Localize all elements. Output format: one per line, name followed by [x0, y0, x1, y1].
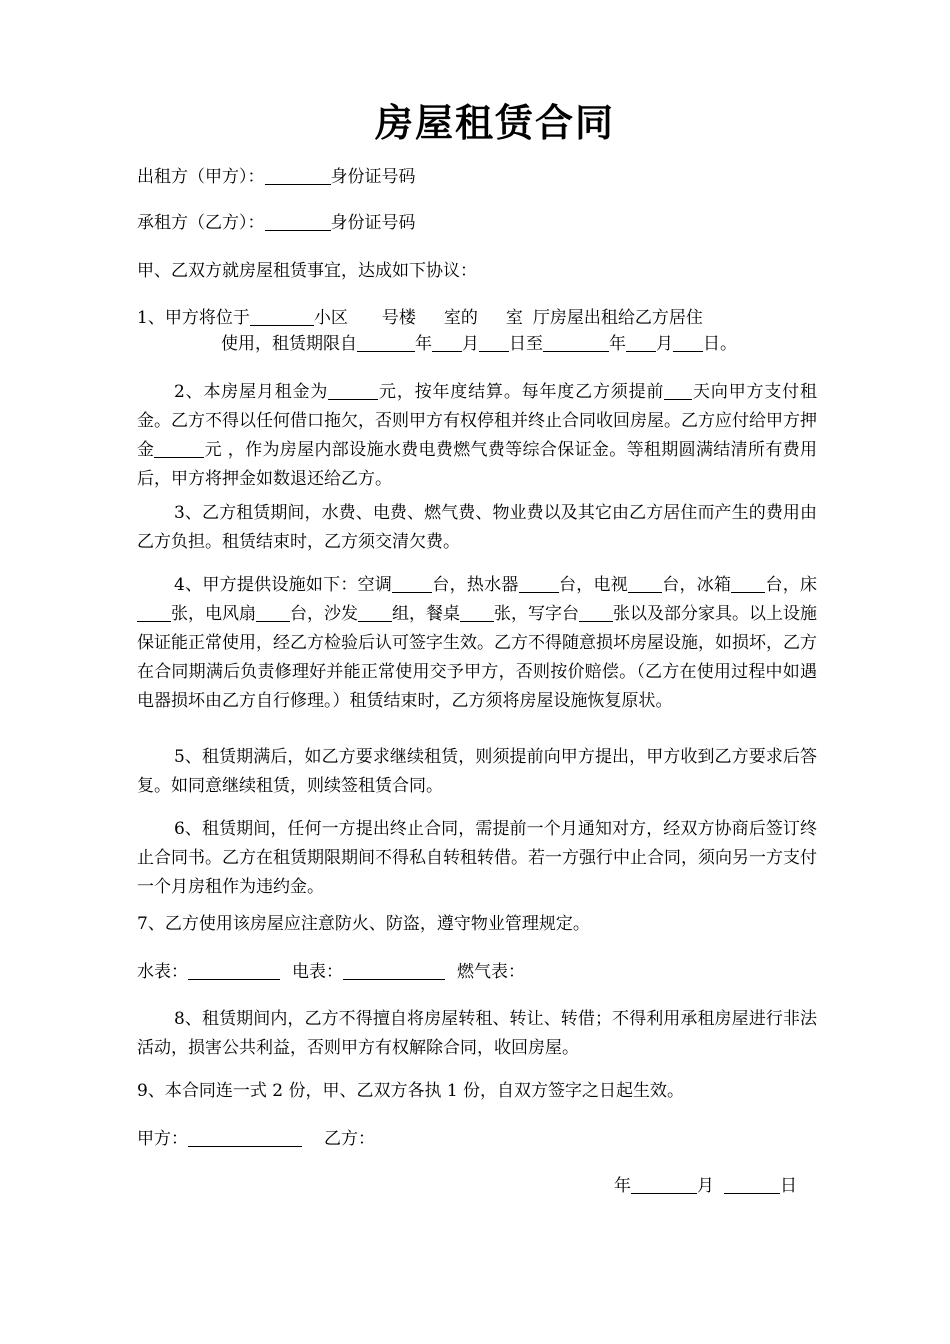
clause-2-text-c: 天向甲方支付租金。乙方不得以任何借口拖欠，否则甲方有权停租并终止合同收回房屋。乙方应付给甲方押金: [137, 382, 817, 460]
tenant-line: [137, 209, 817, 238]
clause-2: [137, 378, 817, 494]
landlord-label: 出租方（甲方）：: [137, 167, 265, 187]
clause-1-blank: [626, 333, 656, 352]
clause-2-blank: [154, 439, 204, 458]
clause-7: 7、乙方使用该房屋应注意防火、防盗，遵守物业管理规定。: [137, 914, 590, 934]
clause-4-blank: [460, 603, 494, 622]
date-day-label: 日: [780, 1176, 797, 1196]
clause-4-blank: [628, 574, 662, 593]
clause-1-blank: [250, 307, 314, 326]
date-day-blank: [724, 1175, 780, 1194]
clause-1-text-h: 年: [415, 334, 432, 354]
water-meter-label: 水表：: [137, 962, 188, 982]
electric-meter-blank: [343, 961, 445, 980]
gas-meter-label: 燃气表：: [457, 962, 525, 982]
clause-4-text-g: 台，沙发: [290, 604, 358, 624]
clause-1-blank: [479, 333, 509, 352]
clause-1-blank: [543, 333, 609, 352]
clause-1-text-d: 室的: [443, 308, 478, 328]
clause-2-text-b: 元，按年度结算。每年度乙方须提前: [378, 382, 665, 402]
electric-meter-label: 电表：: [292, 962, 343, 982]
party-b-label: 乙方：: [324, 1129, 375, 1149]
clause-1-line-2: [221, 330, 901, 359]
meters-line: [137, 958, 817, 987]
signature-line: [137, 1125, 817, 1154]
clause-4-text-f: 张，电风扇: [171, 604, 256, 624]
clause-4-text-c: 台，电视: [558, 575, 628, 595]
clause-6: 6、租赁期间，任何一方提出终止合同，需提前一个月通知对方，经双方协商后签订终止合同书。乙方在租赁期限期间不得私自转租转借。若一方强行中止合同，须向另一方支付一个月房租作为违约金。: [137, 819, 817, 897]
clause-1-text-b: 小区: [313, 308, 348, 328]
clause-4-text-a: 4、甲方提供设施如下：空调: [174, 575, 393, 595]
clause-4-text-d: 台，冰箱: [661, 575, 732, 595]
clause-4-blank: [358, 603, 392, 622]
date-month-label: 月: [697, 1176, 714, 1196]
document-title: 房屋租赁合同: [374, 100, 615, 145]
clause-4-blank: [731, 574, 765, 593]
clause-3: 3、乙方租赁期间，水费、电费、燃气费、物业费以及其它由乙方居住而产生的费用由乙方负担。租赁结束时，乙方须交清欠费。: [137, 503, 817, 552]
clause-4-text-h: 组，餐桌: [392, 604, 460, 624]
landlord-id-label: 身份证号码: [330, 167, 416, 187]
clause-1-text-a: 1、甲方将位于: [137, 308, 250, 328]
clause-9: 9、本合同连一式 2 份，甲、乙双方各执 1 份，自双方签字之日起生效。: [137, 1081, 685, 1101]
date-line: [614, 1172, 814, 1201]
date-year-label: 年: [614, 1176, 631, 1196]
tenant-label: 承租方（乙方）：: [137, 213, 265, 233]
intro-line: 甲、乙双方就房屋租赁事宜，达成如下协议：: [137, 261, 477, 281]
landlord-name-blank: [265, 166, 331, 185]
clause-4: [137, 571, 817, 716]
party-a-signature-blank: [188, 1128, 302, 1147]
clause-4-text-b: 台，热水器: [432, 575, 519, 595]
clause-4-blank: [137, 603, 171, 622]
clause-1-text-m: 日。: [703, 334, 737, 354]
clause-1-text-g: 使用，租赁期限自: [221, 334, 357, 354]
clause-2-text-d: 元 ，作为房屋内部设施水费电费燃气费等综合保证金。等租期圆满结清所有费用后，甲方将押金如数退还给乙方。: [137, 440, 817, 489]
tenant-id-label: 身份证号码: [330, 213, 416, 233]
clause-4-blank: [256, 603, 290, 622]
clause-1-blank: [673, 333, 703, 352]
clause-1-text-i: 月: [462, 334, 479, 354]
clause-1-text-f: 厅房屋出租给乙方居住: [532, 308, 703, 328]
water-meter-blank: [188, 961, 280, 980]
clause-4-blank: [519, 574, 559, 593]
tenant-name-blank: [265, 212, 331, 231]
clause-1-text-j: 日至: [509, 334, 543, 354]
clause-1-line-1: [137, 304, 817, 333]
clause-1-text-k: 年: [609, 334, 626, 354]
clause-1-text-l: 月: [656, 334, 673, 354]
clause-4-blank: [579, 603, 613, 622]
clause-1-blank: [432, 333, 462, 352]
landlord-line: [137, 163, 817, 192]
clause-5: 5、租赁期满后，如乙方要求继续租赁，则须提前向甲方提出，甲方收到乙方要求后答复。如同意继续租赁，则续签租赁合同。: [137, 747, 817, 796]
clause-1-blank: [357, 333, 415, 352]
date-month-blank: [631, 1175, 697, 1194]
clause-2-blank: [664, 381, 692, 400]
clause-8: 8、租赁期间内，乙方不得擅自将房屋转租、转让、转借；不得利用承租房屋进行非法活动，损害公共利益，否则甲方有权解除合同，收回房屋。: [137, 1009, 817, 1058]
clause-4-blank: [392, 574, 432, 593]
clause-2-text-a: 2、本房屋月租金为: [174, 382, 329, 402]
clause-1-text-c: 号楼: [381, 308, 416, 328]
party-a-label: 甲方：: [137, 1129, 188, 1149]
clause-4-text-i: 张，写字台: [494, 604, 579, 624]
clause-4-text-j: 张以及部分家具。以上设施保证能正常使用，经乙方检验后认可签字生效。乙方不得随意损坏房屋设施，如损坏，乙方在合同期满后负责修理好并能正常使用交予甲方，否则按价赔偿。（乙方在使用过程中如遇电器损坏由乙方自行修理。）租赁结束时，乙方须将房屋设施恢复原状。: [137, 604, 817, 711]
clause-2-blank: [328, 381, 378, 400]
clause-1-text-e: 室: [505, 308, 523, 328]
clause-4-text-e: 台，床: [765, 575, 818, 595]
